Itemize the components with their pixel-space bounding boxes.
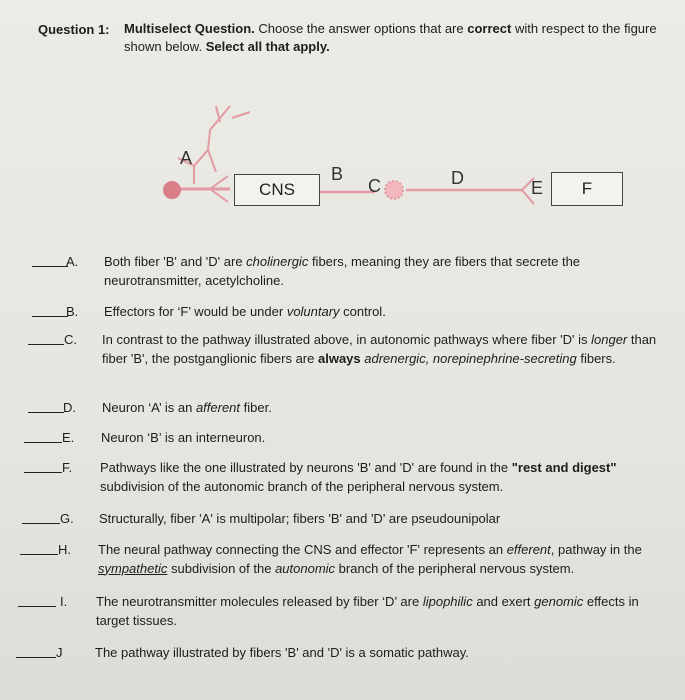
answer-blank[interactable] <box>24 442 62 443</box>
option-text: Both fiber 'B' and 'D' are cholinergic fibers, meaning they are fibers that secrete the neurotransmitter, acetylcholine. <box>104 254 581 288</box>
pathway-figure <box>150 100 650 230</box>
answer-blank[interactable] <box>24 472 62 473</box>
question-number: Question 1: <box>38 22 110 37</box>
label-a: A <box>180 148 193 168</box>
question-prompt: Multiselect Question. Choose the answer options that are correct with respect to the figure shown below. Select all that apply. <box>124 21 657 54</box>
question-type: Multiselect Question. <box>124 21 255 36</box>
option-text: The neural pathway connecting the CNS and effector 'F' represents an efferent, pathway in the sympathetic subdivision of the autonomic branch of the peripheral nervous system. <box>98 542 642 576</box>
label-b: B <box>331 164 344 184</box>
pathway-diagram <box>150 100 650 230</box>
neuron-a-cell-body <box>163 181 181 199</box>
answer-blank[interactable] <box>16 657 56 658</box>
answer-blank[interactable] <box>22 523 60 524</box>
option-text: Pathways like the one illustrated by neurons 'B' and 'D' are found in the "rest and digest" subdivision of the autonomic branch of the peripheral nervous system. <box>100 460 617 494</box>
answer-blank[interactable] <box>20 554 58 555</box>
effector-f-box: F <box>551 172 623 206</box>
ganglion <box>385 181 403 199</box>
label-e: E <box>531 178 544 198</box>
question-instruction: Select all that apply. <box>205 39 330 54</box>
label-c: C <box>368 176 381 196</box>
option-text: Neuron ‘A’ is an afferent fiber. <box>102 400 272 415</box>
cns-box: CNS <box>234 174 320 206</box>
option-text: The neurotransmitter molecules released by fiber ‘D’ are lipophilic and exert genomic effects in target tissues. <box>96 594 639 628</box>
option-text: Effectors for ‘F’ would be under voluntary control. <box>104 304 386 319</box>
answer-blank[interactable] <box>28 344 64 345</box>
option-text: Neuron ‘B’ is an interneuron. <box>101 430 266 445</box>
option-text: In contrast to the pathway illustrated above, in autonomic pathways where fiber 'D' is longer than fiber 'B', the postganglionic fibers are always adrenergic, norepinephrine-secreting fibers. <box>102 332 657 366</box>
label-d: D <box>451 168 464 188</box>
answer-blank[interactable] <box>28 412 64 413</box>
option-text: Structurally, fiber 'A' is multipolar; fibers 'B' and 'D' are pseudounipolar <box>99 511 501 526</box>
answer-blank[interactable] <box>32 266 68 267</box>
answer-blank[interactable] <box>32 316 68 317</box>
answer-blank[interactable] <box>18 606 56 607</box>
worksheet-page: Question 1: Multiselect Question. Choose the answer options that are correct with respect to the figure shown below. Select all that apply. A B C D E CNS F A. Both fiber 'B' and 'D' are cholinergic fibers, meaning they are fibers that secrete the neurotransmitter, acetylcholine. B. Effectors for ‘F’ would be under voluntary control. C. In contrast to the pathway illustrated above, in autonomic pathways where fiber 'D' is longer than fiber 'B', the postganglionic fibers are always adrenergic, norepinephrine-secreting fibers. D. Neuron ‘A’ is an afferent fiber. E. Neuron ‘B’ is an interneuron. F. Pathways like the one illustrated by neurons 'B' and 'D' are found in the "rest and digest" subdivision of the autonomic branch of the peripheral nervous system. G. Structurally, fiber 'A' is multipolar; fibers 'B' and 'D' are pseudounipolar H. The neural pathway connecting the CNS and effector 'F' represents an efferent, pathway in the sympathetic subdivision of the autonomic branch of the peripheral nervous system. I. The neurotransmitter molecules released by fiber ‘D’ are lipophilic and exert genomic effects in target tissues. J The pathway illustrated by fibers 'B' and 'D' is a somatic pathway. <box>0 0 685 700</box>
neuron-a-dendrites <box>178 106 250 184</box>
option-text: The pathway illustrated by fibers 'B' and 'D' is a somatic pathway. <box>95 645 469 660</box>
